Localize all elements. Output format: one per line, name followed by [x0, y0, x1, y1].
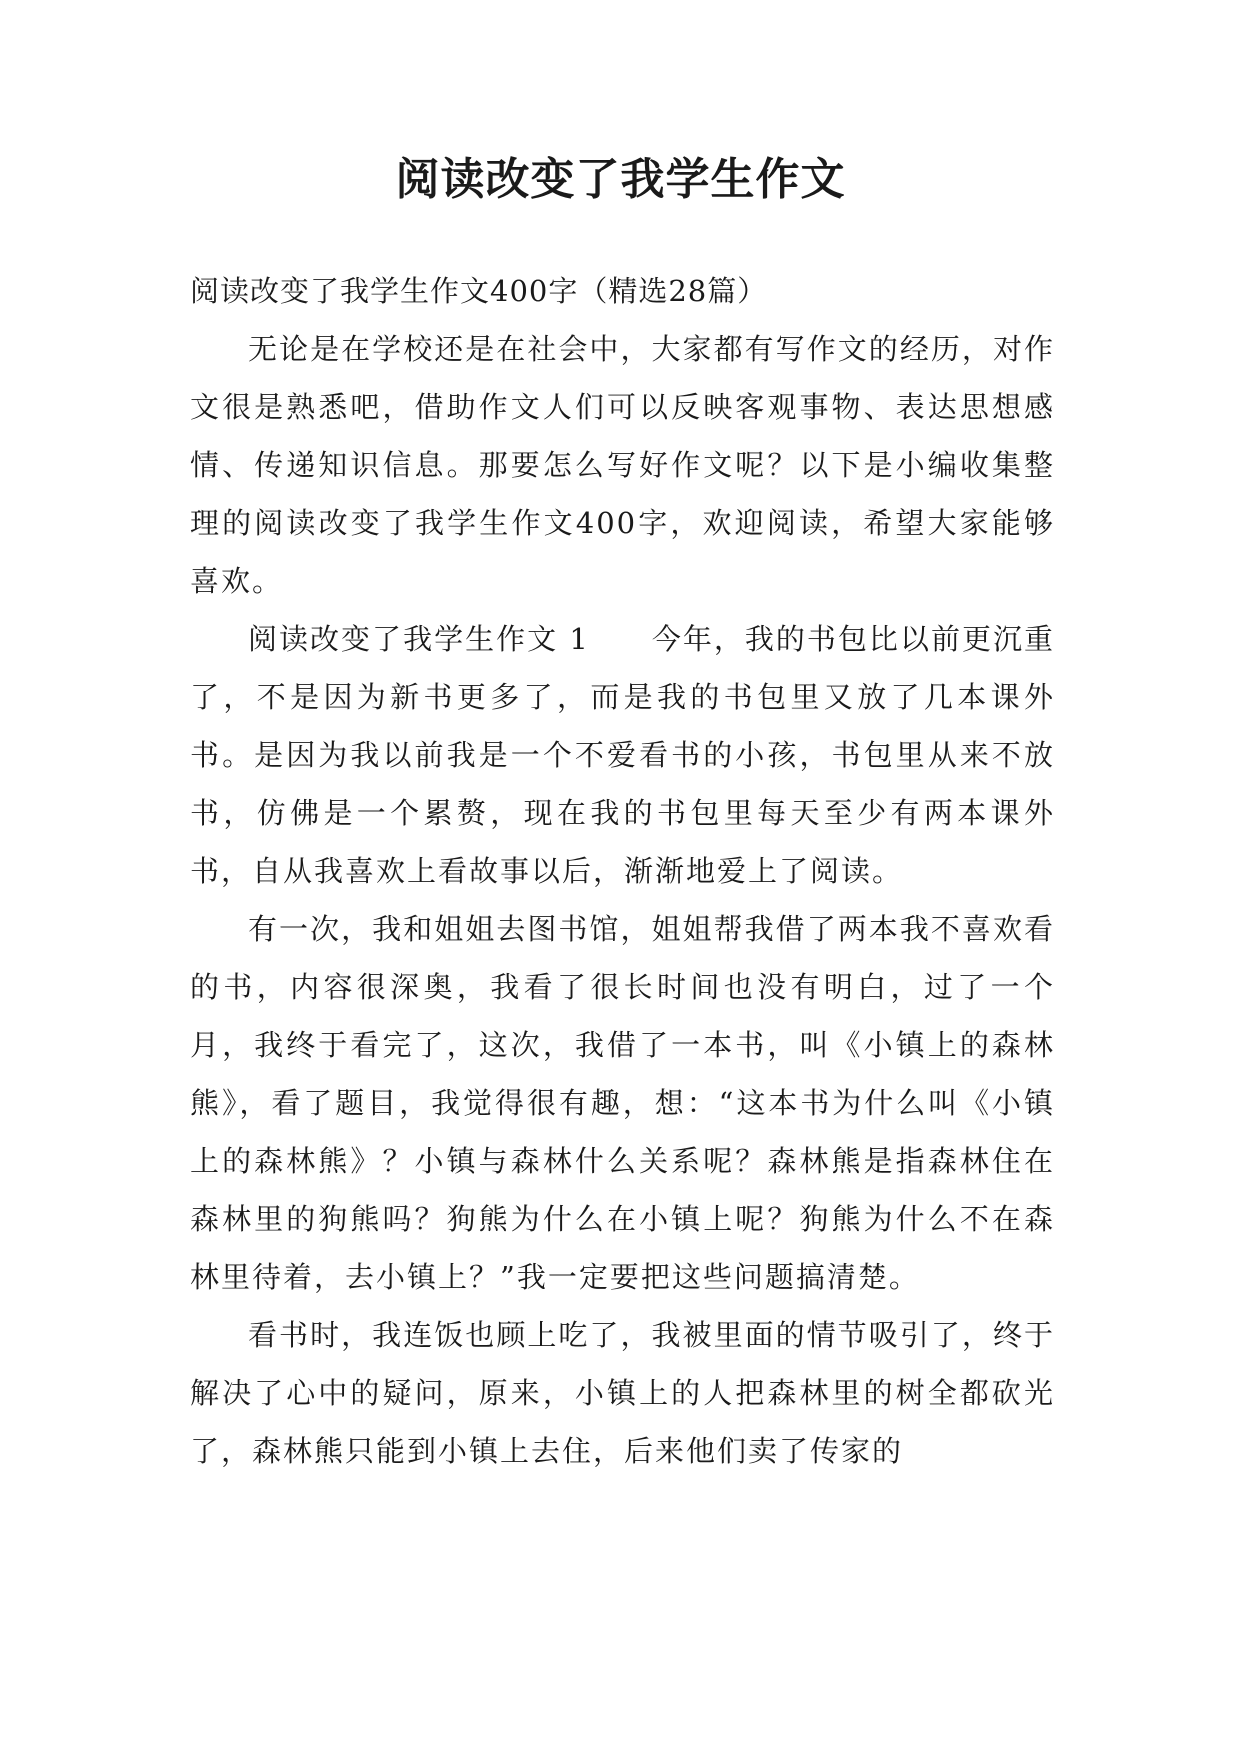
paragraph: 阅读改变了我学生作文 1 今年，我的书包比以前更沉重了，不是因为新书更多了，而是我的书包里又放了几本课外书。是因为我以前我是一个不爱看书的小孩，书包里从来不放书，仿佛是一个累赘，现在我的书包里每天至少有两本课外书，自从我喜欢上看故事以后，渐渐地爱上了阅读。 — [190, 622, 1055, 888]
document-title: 阅读改变了我学生作文 — [395, 154, 846, 205]
document-body — [190, 262, 1055, 1480]
document-subtitle: 阅读改变了我学生作文400字（精选28篇） — [190, 274, 768, 308]
paragraph: 看书时，我连饭也顾上吃了，我被里面的情节吸引了，终于解决了心中的疑问，原来，小镇上的人把森林里的树全都砍光了，森林熊只能到小镇上去住，后来他们卖了传家的 — [190, 1318, 1055, 1468]
paragraph: 有一次，我和姐姐去图书馆，姐姐帮我借了两本我不喜欢看的书，内容很深奥，我看了很长时间也没有明白，过了一个月，我终于看完了，这次，我借了一本书，叫《小镇上的森林熊》，看了题目，我觉得很有趣，想：“这本书为什么叫《小镇上的森林熊》？小镇与森林什么关系呢？森林熊是指森林住在森林里的狗熊吗？狗熊为什么在小镇上呢？狗熊为什么不在森林里待着，去小镇上？”我一定要把这些问题搞清楚。 — [190, 912, 1055, 1294]
paragraph: 无论是在学校还是在社会中，大家都有写作文的经历，对作文很是熟悉吧，借助作文人们可以反映客观事物、表达思想感情、传递知识信息。那要怎么写好作文呢？以下是小编收集整理的阅读改变了我学生作文400字，欢迎阅读，希望大家能够喜欢。 — [190, 332, 1055, 598]
